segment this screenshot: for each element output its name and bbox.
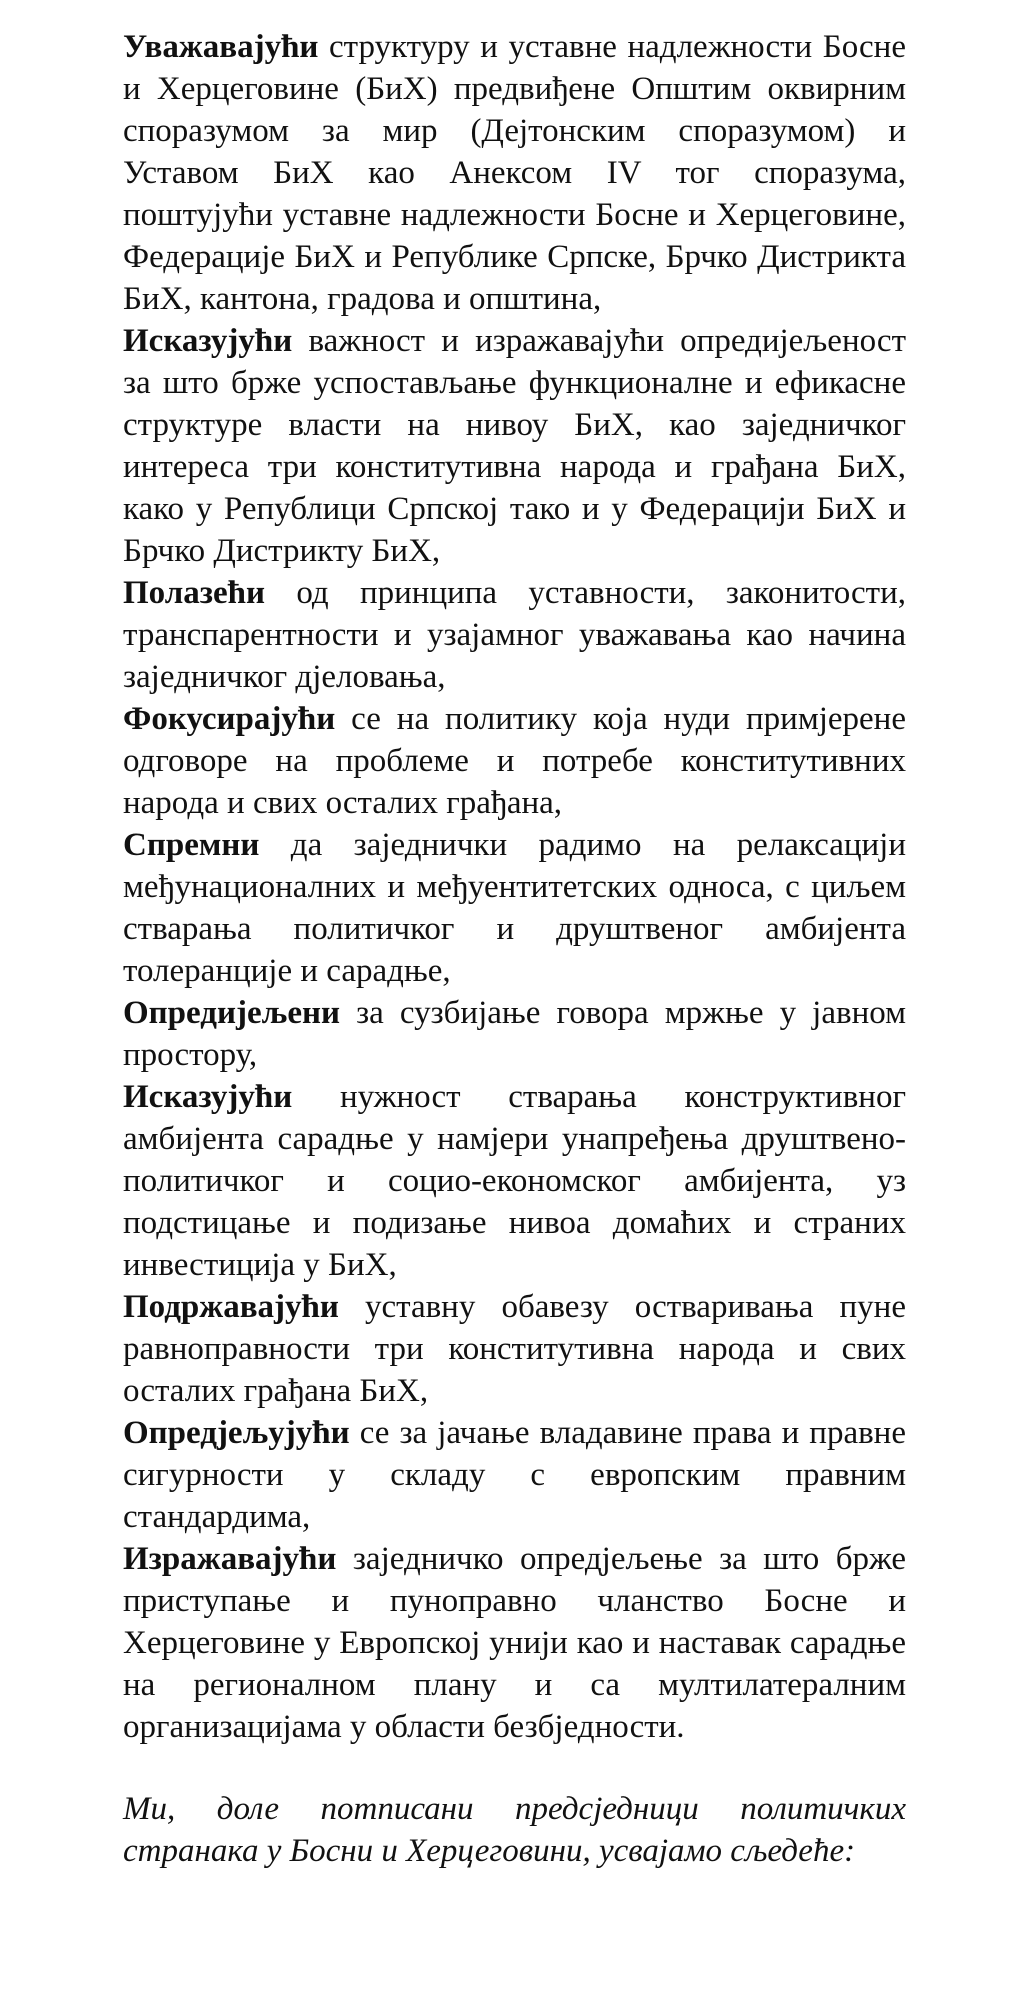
paragraph-text: се на политику која нуди примјерене одговоре на проблеме и потребе конститутивних народа и свих осталих грађана, — [123, 701, 906, 821]
paragraph-lead: Спремни — [123, 827, 260, 863]
paragraph-text: уставну обавезу остваривања пуне равноправности три конститутивна народа и свих осталих грађана БиХ, — [123, 1289, 906, 1409]
paragraph-5 — [123, 824, 906, 992]
paragraph-7 — [123, 1076, 906, 1286]
paragraph-text: структуру и уставне надлежности Босне и Херцеговине (БиХ) предвиђене Општим оквирним споразумом за мир (Дејтонским споразумом) и Уставом БиХ као Анексом IV тог споразума, поштујући уставне надлежности Босне и Херцеговине, Федерације БиХ и Републике Српске, Брчко Дистрикта БиХ, кантона, градова и општина, — [123, 29, 906, 317]
paragraph-lead: Исказујући — [123, 323, 293, 359]
paragraph-lead: Фокусирајући — [123, 701, 336, 737]
paragraph-text: да заједнички радимо на релаксацији међунационалних и међуентитетских односа, с циљем стварања политичког и друштвеног амбијента толеранције и сарадње, — [123, 827, 906, 989]
paragraph-lead: Опредјељујући — [123, 1415, 350, 1451]
paragraph-lead: Исказујући — [123, 1079, 293, 1115]
paragraph-lead: Уважавајући — [123, 29, 319, 65]
paragraph-2 — [123, 320, 906, 572]
closing-statement: Ми, доле потписани предсједници политичких странака у Босни и Херцеговини, усвајамо сљедеће: — [123, 1791, 906, 1869]
paragraph-10 — [123, 1538, 906, 1748]
paragraph-text: заједничко опредјељење за што брже приступање и пуноправно чланство Босне и Херцеговине у Европској унији као и наставак сарадње на регионалном плану и са мултилатералним организацијама у области безбједности. — [123, 1541, 906, 1745]
paragraph-text: за сузбијање говора мржње у јавном простору, — [123, 995, 906, 1073]
paragraph-1 — [123, 26, 906, 320]
paragraph-lead: Полазећи — [123, 575, 266, 611]
paragraph-9 — [123, 1412, 906, 1538]
document-page — [123, 26, 906, 1872]
paragraph-lead: Подржавајући — [123, 1289, 339, 1325]
paragraph-lead: Изражавајући — [123, 1541, 337, 1577]
paragraph-8 — [123, 1286, 906, 1412]
paragraph-text: важност и изражавајући опредијељеност за што брже успостављање функционалне и ефикасне структуре власти на нивоу БиХ, као заједничког интереса три конститутивна народа и грађана БиХ, како у Републици Српској тако и у Федерацији БиХ и Брчко Дистрикту БиХ, — [123, 323, 906, 569]
paragraph-text: се за јачање владавине права и правне сигурности у складу с европским правним стандардима, — [123, 1415, 906, 1535]
paragraph-text: од принципа уставности, законитости, транспарентности и узајамног уважавања као начина заједничког дјеловања, — [123, 575, 906, 695]
paragraph-6 — [123, 992, 906, 1076]
paragraph-text: нужност стварања конструктивног амбијента сарадње у намјери унапређења друштвено-политичког и социо-економског амбијента, уз подстицање и подизање нивоа домаћих и страних инвестиција у БиХ, — [123, 1079, 906, 1283]
paragraph-3 — [123, 572, 906, 698]
paragraph-4 — [123, 698, 906, 824]
paragraph-lead: Опредијељени — [123, 995, 340, 1031]
